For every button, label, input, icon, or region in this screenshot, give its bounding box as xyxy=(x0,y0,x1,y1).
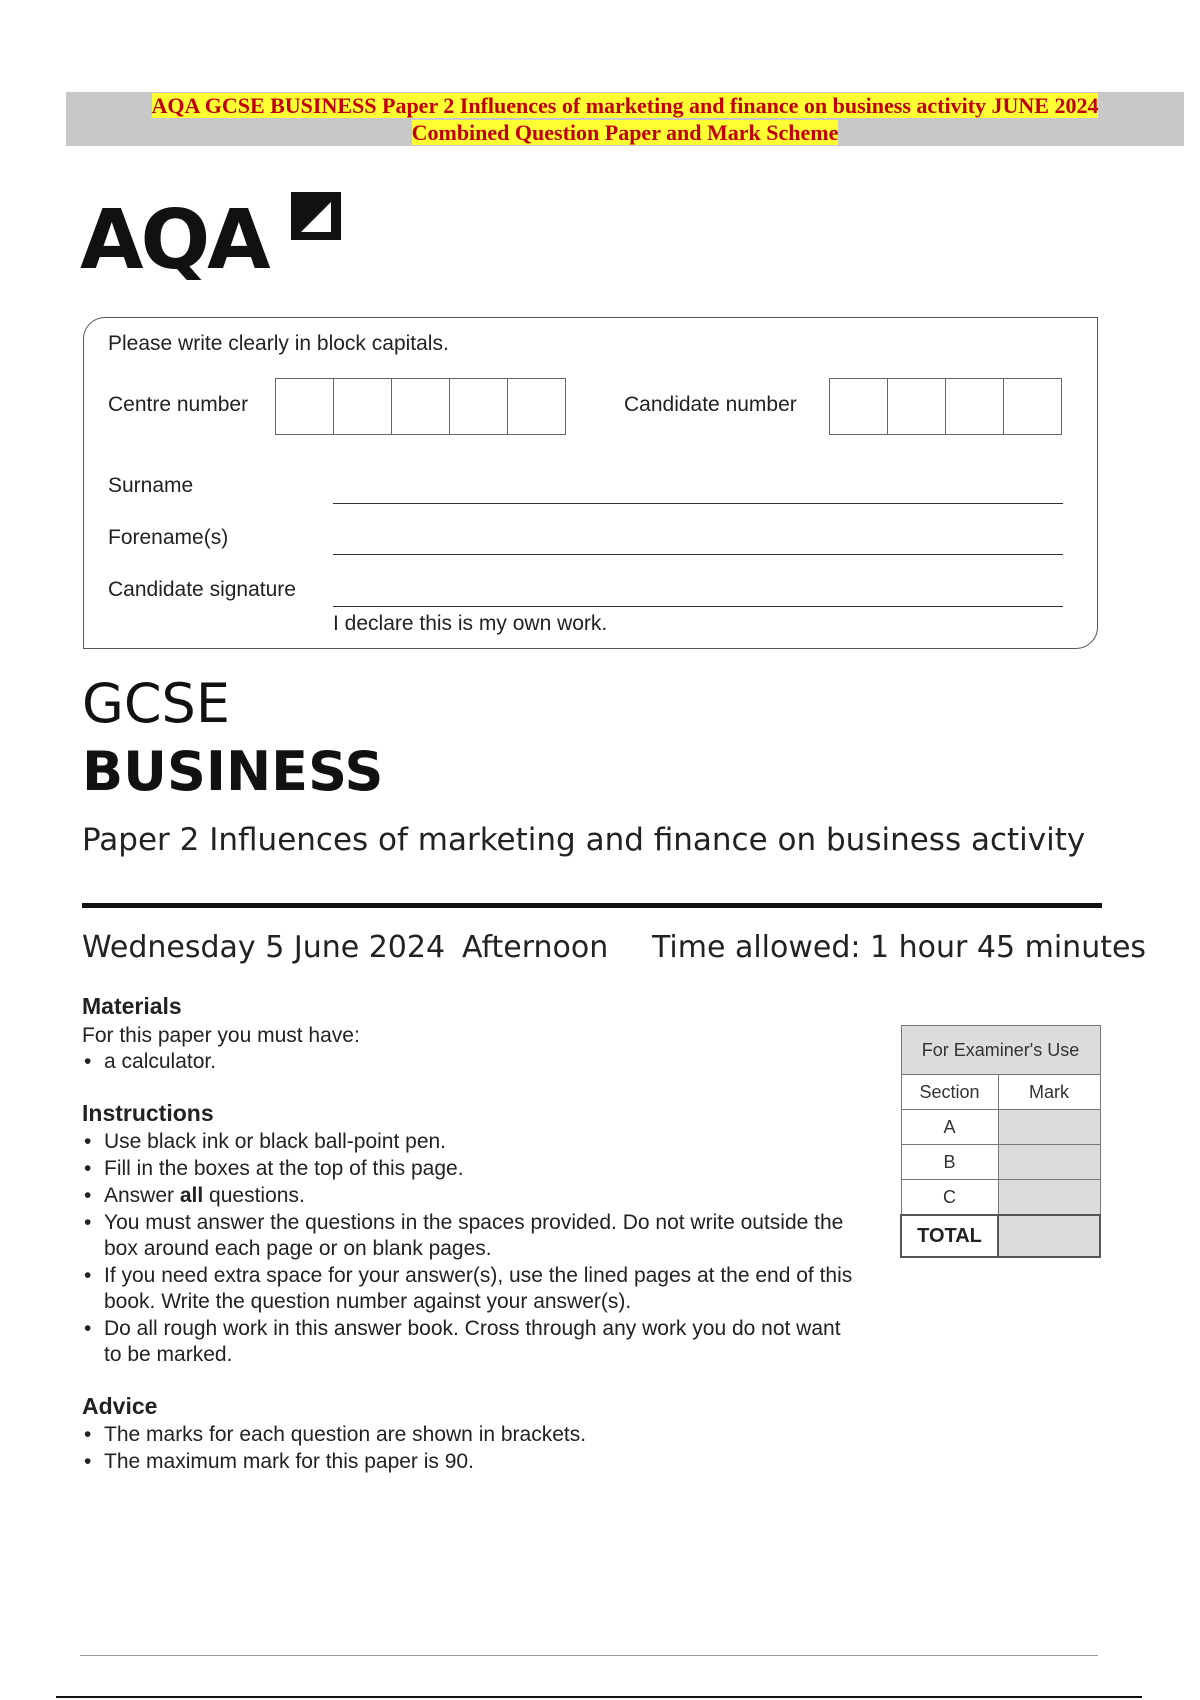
answer-all-prefix: Answer xyxy=(104,1184,180,1207)
table-row xyxy=(901,1145,1100,1180)
candidate-number-digit[interactable] xyxy=(830,379,888,434)
instruction-item xyxy=(82,1183,862,1209)
paper-title: Paper 2 Influences of marketing and finance on business activity xyxy=(82,822,1086,858)
footer-divider xyxy=(80,1655,1098,1656)
total-label: TOTAL xyxy=(901,1215,998,1257)
centre-number-digit[interactable] xyxy=(508,379,565,434)
aqa-logo-mark-icon xyxy=(285,188,345,250)
mark-cell xyxy=(998,1145,1100,1180)
answer-all-suffix: questions. xyxy=(203,1184,305,1207)
exam-session: Afternoon xyxy=(462,930,609,965)
advice-section xyxy=(82,1393,882,1476)
banner-title-line2: Combined Question Paper and Mark Scheme xyxy=(411,120,839,145)
candidate-number-boxes[interactable] xyxy=(829,378,1062,435)
aqa-logo-text: AQA xyxy=(80,193,268,288)
materials-item: • a calculator. xyxy=(82,1049,882,1075)
advice-item: • The maximum mark for this paper is 90. xyxy=(82,1449,882,1475)
materials-intro: For this paper you must have: xyxy=(82,1024,360,1047)
materials-heading: Materials xyxy=(82,993,182,1019)
centre-number-digit[interactable] xyxy=(276,379,334,434)
mark-column-header: Mark xyxy=(998,1075,1100,1110)
candidate-number-label: Candidate number xyxy=(624,393,797,416)
centre-number-digit[interactable] xyxy=(334,379,392,434)
centre-number-digit[interactable] xyxy=(392,379,450,434)
answer-all-bold: all xyxy=(179,1184,204,1207)
page-bottom-edge xyxy=(56,1696,1142,1698)
examiner-use-table xyxy=(900,1025,1101,1258)
total-mark-cell xyxy=(998,1215,1100,1257)
declaration-text: I declare this is my own work. xyxy=(333,612,608,635)
mark-cell xyxy=(998,1110,1100,1145)
candidate-number-digit[interactable] xyxy=(946,379,1004,434)
time-allowed: Time allowed: 1 hour 45 minutes xyxy=(652,930,1147,965)
forename-field[interactable] xyxy=(333,554,1063,555)
subject-title: BUSINESS xyxy=(82,740,384,803)
total-row xyxy=(901,1215,1100,1257)
section-label: C xyxy=(901,1180,998,1216)
instructions-section xyxy=(82,1100,862,1369)
instruction-item: • Do all rough work in this answer book. Cross through any work you do not want to be marked. xyxy=(82,1316,862,1368)
instruction-item: • Use black ink or black ball-point pen. xyxy=(82,1129,862,1155)
exam-date: Wednesday 5 June 2024 xyxy=(82,930,446,965)
section-label: A xyxy=(901,1110,998,1145)
section-column-header: Section xyxy=(901,1075,998,1110)
signature-field[interactable] xyxy=(333,606,1063,607)
banner-title-line1: AQA GCSE BUSINESS Paper 2 Influences of marketing and finance on business activity JUNE 2024 xyxy=(151,93,1099,118)
document-banner xyxy=(66,92,1184,146)
instruction-item: • You must answer the questions in the spaces provided. Do not write outside the box around each page or on blank pages. xyxy=(82,1210,862,1262)
candidate-number-digit[interactable] xyxy=(888,379,946,434)
instruction-item: • Fill in the boxes at the top of this page. xyxy=(82,1156,862,1182)
qualification-title: GCSE xyxy=(82,672,230,735)
surname-field[interactable] xyxy=(333,503,1063,504)
surname-label: Surname xyxy=(108,474,194,497)
aqa-logo xyxy=(80,188,350,288)
candidate-number-digit[interactable] xyxy=(1004,379,1061,434)
advice-item: • The marks for each question are shown in brackets. xyxy=(82,1422,882,1448)
section-label: B xyxy=(901,1145,998,1180)
signature-label: Candidate signature xyxy=(108,578,296,601)
centre-number-label: Centre number xyxy=(108,393,249,416)
table-row xyxy=(901,1180,1100,1216)
materials-section xyxy=(82,993,882,1076)
candidate-details-box xyxy=(83,317,1098,649)
centre-number-digit[interactable] xyxy=(450,379,508,434)
examiner-table-title: For Examiner's Use xyxy=(901,1026,1100,1075)
mark-cell xyxy=(998,1180,1100,1216)
instruction-item: • If you need extra space for your answer(s), use the lined pages at the end of this book. Write the question number against your answer(s). xyxy=(82,1263,862,1315)
forename-label: Forename(s) xyxy=(108,526,229,549)
form-instruction: Please write clearly in block capitals. xyxy=(108,332,449,355)
advice-heading: Advice xyxy=(82,1393,158,1419)
instructions-heading: Instructions xyxy=(82,1100,214,1126)
table-row xyxy=(901,1110,1100,1145)
title-divider xyxy=(82,903,1102,908)
centre-number-boxes[interactable] xyxy=(275,378,566,435)
